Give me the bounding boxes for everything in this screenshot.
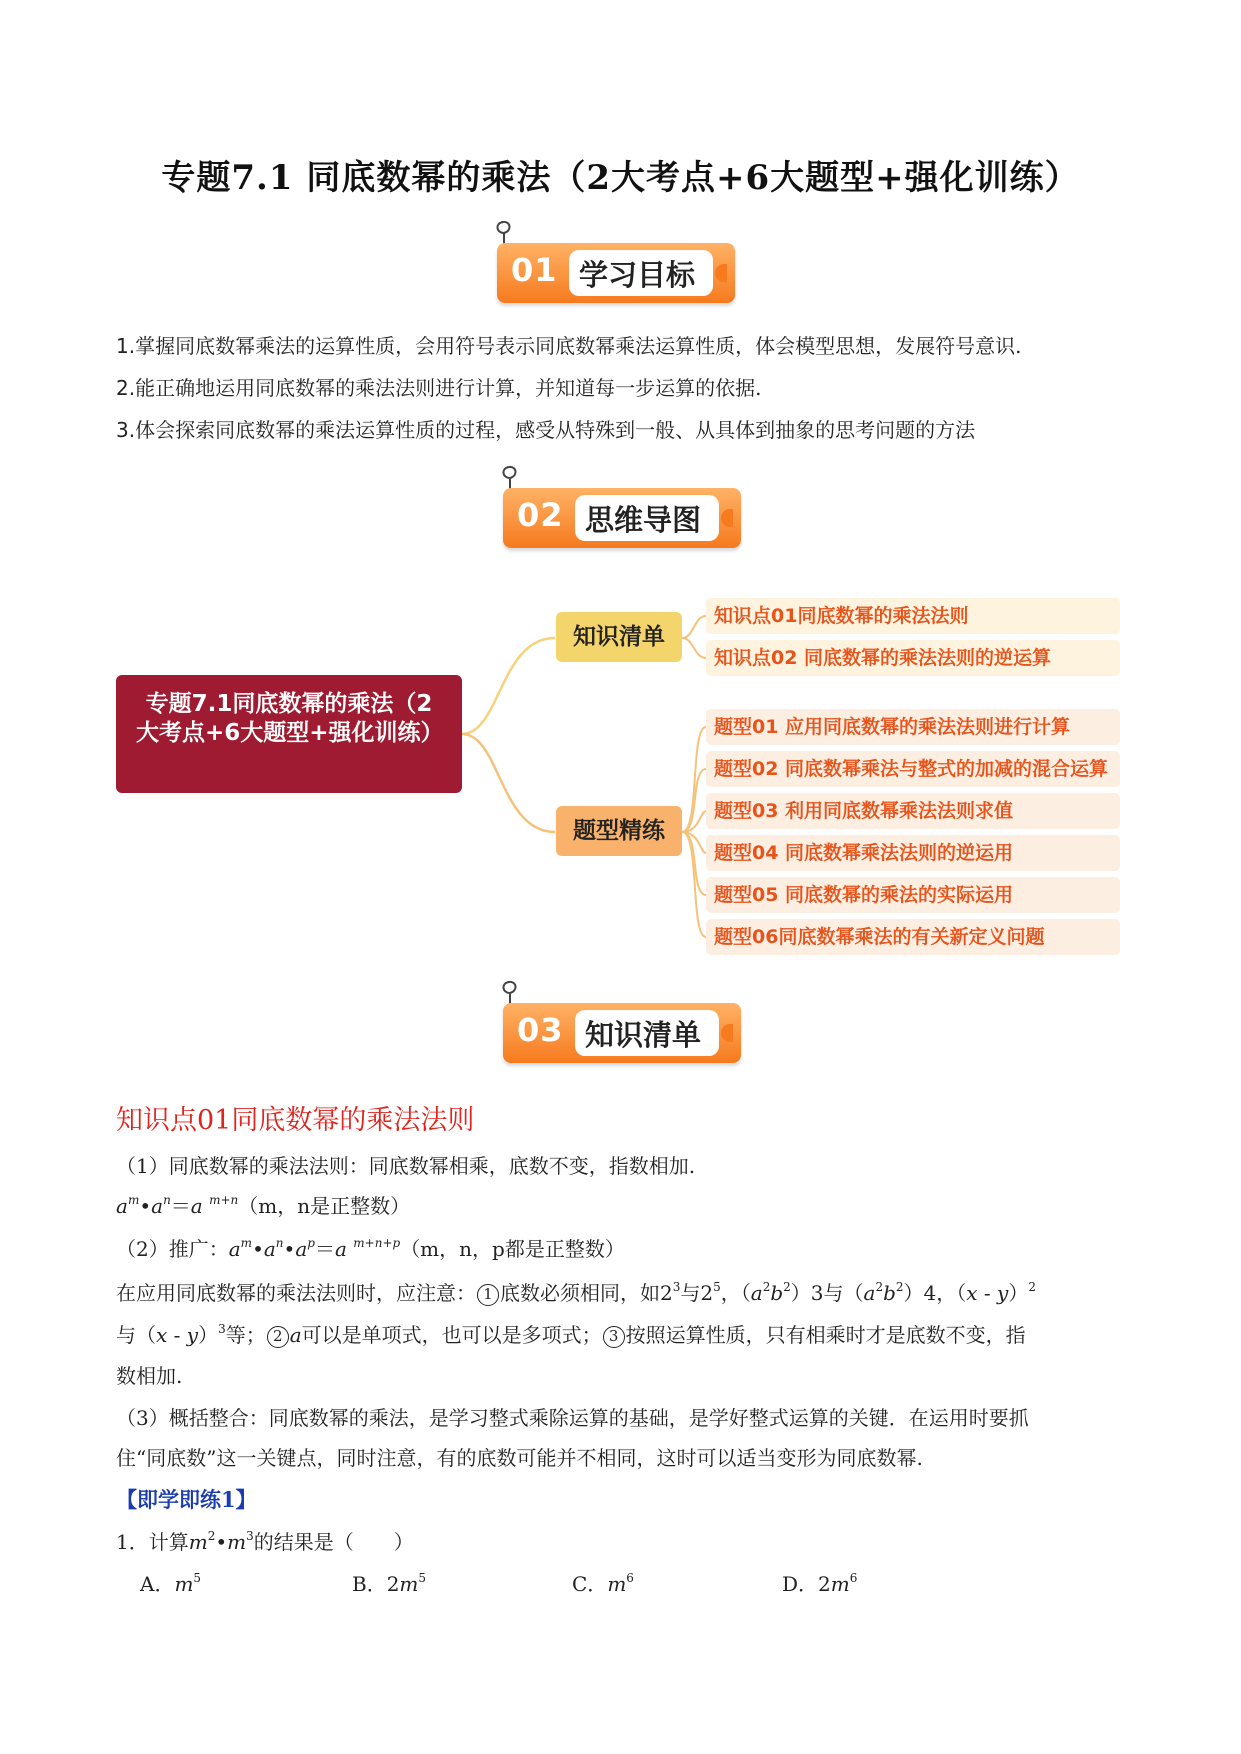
objective-item: 2.能正确地运用同底数幂的乘法法则进行计算，并知道每一步运算的依据. (116, 376, 762, 400)
objective-item: 1.掌握同底数幂乘法的运算性质，会用符号表示同底数幂乘法运算性质，体会模型思想，发展符号意识. (116, 334, 1022, 358)
mindmap-leaf-type: 题型05 同底数幂的乘法的实际运用 (706, 877, 1120, 913)
section-label: 思维导图 (575, 495, 719, 541)
question-text: 1．计算$m^2•m^3$的结果是（ ） (116, 1529, 414, 1554)
mindmap-leaf-type: 题型03 利用同底数幂乘法法则求值 (706, 793, 1120, 829)
summary-line: （3）概括整合：同底数幂的乘法，是学习整式乘除运算的基础，是学好整式运算的关键．在运用时要抓 (116, 1406, 1029, 1430)
note-line: 在应用同底数幂的乘法法则时，应注意： 1 底数必须相同，如$2^3$与$2^5$，$(a^2b^2)3$与$(a^2b^2)4$，（x - y）$^2$ (116, 1280, 1036, 1305)
mindmap-leaf-knowledge: 知识点02 同底数幂的乘法法则的逆运算 (706, 640, 1120, 676)
section-number: 03 (517, 1011, 564, 1049)
mindmap-branch-types: 题型精练 (556, 806, 682, 856)
mindmap-leaf-type: 题型06同底数幂乘法的有关新定义问题 (706, 919, 1120, 955)
section-number: 02 (517, 496, 564, 534)
mindmap-leaf-knowledge: 知识点01同底数幂的乘法法则 (706, 598, 1120, 634)
option-c[interactable]: C．$m^6$ (572, 1571, 634, 1596)
section-label: 学习目标 (569, 250, 713, 296)
mindmap-branch-knowledge: 知识清单 (556, 612, 682, 662)
formula-line: $a^m•a^n=a$ $^{m+n}$（m，n是正整数） (116, 1193, 411, 1218)
option-b[interactable]: B．$2m^5$ (352, 1571, 427, 1596)
option-a[interactable]: A．$m^5$ (140, 1571, 202, 1596)
summary-line: 住“同底数”这一关键点，同时注意，有的底数可能并不相同，这时可以适当变形为同底数幂. (116, 1446, 923, 1470)
knowledge-point-title: 知识点01同底数幂的乘法法则 (116, 1105, 475, 1136)
section-badge-knowledge (503, 1003, 741, 1063)
section-label: 知识清单 (575, 1010, 719, 1056)
mindmap-leaf-type: 题型02 同底数幂乘法与整式的加减的混合运算 (706, 751, 1120, 787)
note-line: 与（x - y）$^3$等； 2 a可以是单项式，也可以是多项式； 3 按照运算性质，只有相乘时才是底数不变，指 (116, 1322, 1026, 1347)
section-number: 01 (511, 251, 558, 289)
rule-text: （1）同底数幂的乘法法则：同底数幂相乘，底数不变，指数相加. (116, 1154, 696, 1178)
mindmap-root: 专题7.1同底数幂的乘法（2大考点+6大题型+强化训练） (116, 675, 462, 793)
page-title: 专题7.1 同底数幂的乘法（2大考点+6大题型+强化训练） (161, 158, 1080, 198)
practice-label: 【即学即练1】 (116, 1487, 257, 1512)
note-line: 数相加. (116, 1364, 183, 1388)
option-d[interactable]: D．$2m^6$ (782, 1571, 858, 1596)
mindmap-leaf-type: 题型04 同底数幂乘法法则的逆运用 (706, 835, 1120, 871)
mindmap-leaf-type: 题型01 应用同底数幂的乘法法则进行计算 (706, 709, 1120, 745)
extension-line: （2）推广：$a^m•a^n•a^p=a$ $^{m+n+p}$（m，n，p都是正整数） (116, 1236, 625, 1261)
objective-item: 3.体会探索同底数幂的乘法运算性质的过程，感受从特殊到一般、从具体到抽象的思考问题的方法 (116, 418, 976, 442)
